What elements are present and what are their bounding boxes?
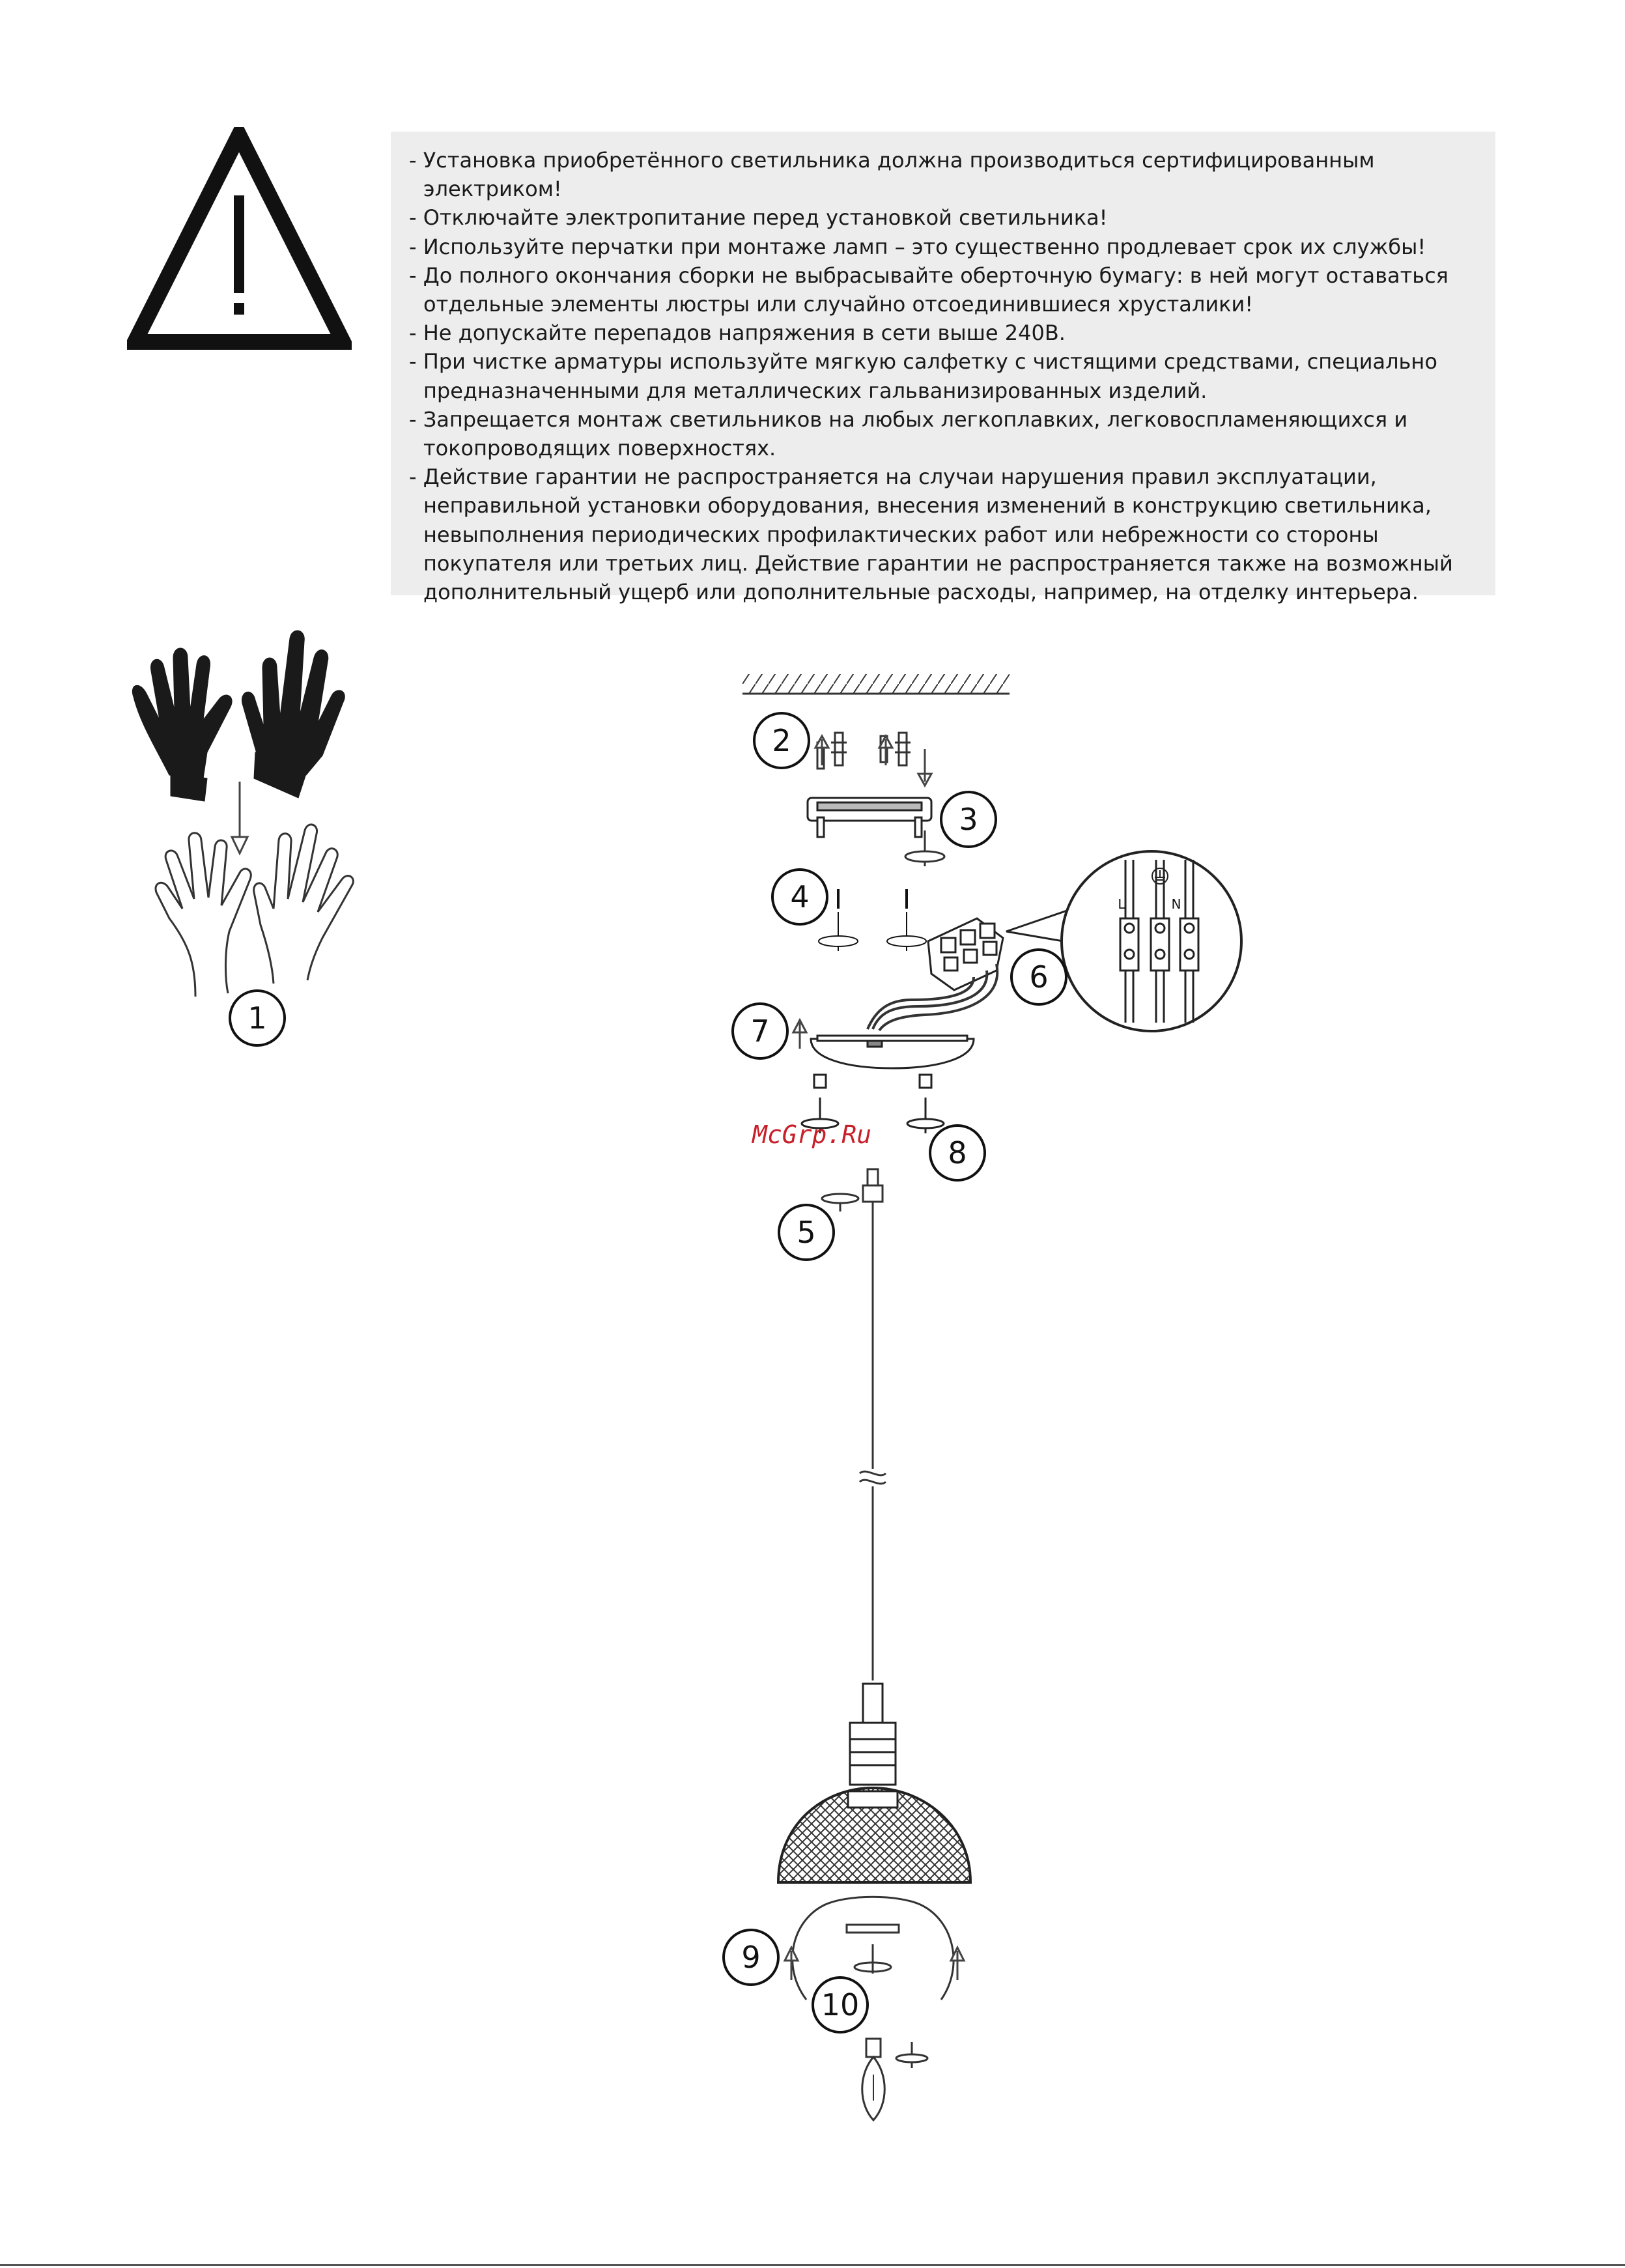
glass-globe-icon: [793, 1897, 954, 2000]
neutral-label: N: [1171, 896, 1181, 912]
arrow-down-icon: [232, 782, 247, 853]
step-number: 2: [772, 723, 791, 758]
wall-plug-icon: [817, 733, 911, 769]
notice-item: - До полного окончания сборки не выбрасывайте оберточную бумагу: в ней могут оставаться отдельные элементы люстры или случайно отсоединившиеся хрусталики!: [409, 262, 1456, 317]
terminal-block-icon: [928, 918, 1003, 990]
candle-bulb-icon: [862, 2039, 927, 2120]
step-number: 5: [797, 1215, 816, 1250]
screw-icon: [905, 830, 944, 866]
notice-item: - Запрещается монтаж светильников на любых легкоплавких, легковоспламеняющихся и токопроводящих поверхностях.: [409, 406, 1415, 461]
step-number: 1: [247, 1000, 267, 1036]
step-number: 10: [821, 1987, 860, 2022]
step-marker: [813, 1977, 868, 2032]
notice-item: - Действие гарантии не распространяется на случаи нарушения правил эксплуатации, неправильной установки оборудования, внесения изменений в конструкцию светильника, невыполнения периодических профилактических работ или небрежности со стороны покупателя или третьих лиц. Действие гарантии не распространяется также на возможный дополнительный ущерб или дополнительные расходы, например, на отделку интерьера.: [409, 464, 1460, 605]
lamp-socket-icon: [850, 1684, 896, 1785]
notice-item: - Установка приобретённого светильника должна производиться сертифицированным электриком!: [409, 148, 1381, 202]
arrow-up-icon: [785, 1948, 964, 1980]
step-marker: [724, 1930, 778, 1985]
mounting-bracket-icon: [808, 798, 931, 837]
step-marker: [930, 1126, 985, 1180]
step-marker: [1011, 950, 1066, 1004]
step-marker: [779, 1205, 834, 1260]
gloves-icon: [132, 631, 345, 801]
step-number: 8: [948, 1135, 967, 1170]
step-marker: [754, 713, 809, 768]
step-number: 6: [1029, 959, 1049, 995]
step-marker: [230, 991, 285, 1045]
notice-item: - Отключайте электропитание перед установкой светильника!: [409, 205, 1108, 231]
step-number: 3: [959, 802, 978, 837]
step-number: 9: [741, 1940, 761, 1975]
footer-divider: [0, 2264, 1625, 2266]
hands-outline-icon: [156, 825, 353, 997]
canopy-icon: [811, 1036, 974, 1068]
step-marker: [772, 870, 827, 924]
screw-icon: [819, 889, 926, 951]
arrow-up-icon: [793, 1020, 806, 1049]
notice-item: - Не допускайте перепадов напряжения в сети выше 240В.: [409, 320, 1066, 346]
ceiling-icon: [742, 674, 1010, 694]
step-marker: [941, 792, 996, 847]
notice-item: - Используйте перчатки при монтаже ламп – это существенно продлевает срок их службы!: [409, 234, 1426, 259]
step-number: 4: [790, 879, 810, 914]
live-label: L: [1118, 896, 1125, 912]
notice-item: - При чистке арматуры используйте мягкую салфетку с чистящими средствами, специально предназначенными для металлических гальванизированных изделий.: [409, 349, 1445, 403]
watermark-text: McGrp.Ru: [752, 1120, 872, 1149]
step-number: 7: [750, 1014, 770, 1049]
mesh-shade-icon: [778, 1788, 970, 1882]
step-marker: [733, 1004, 787, 1058]
